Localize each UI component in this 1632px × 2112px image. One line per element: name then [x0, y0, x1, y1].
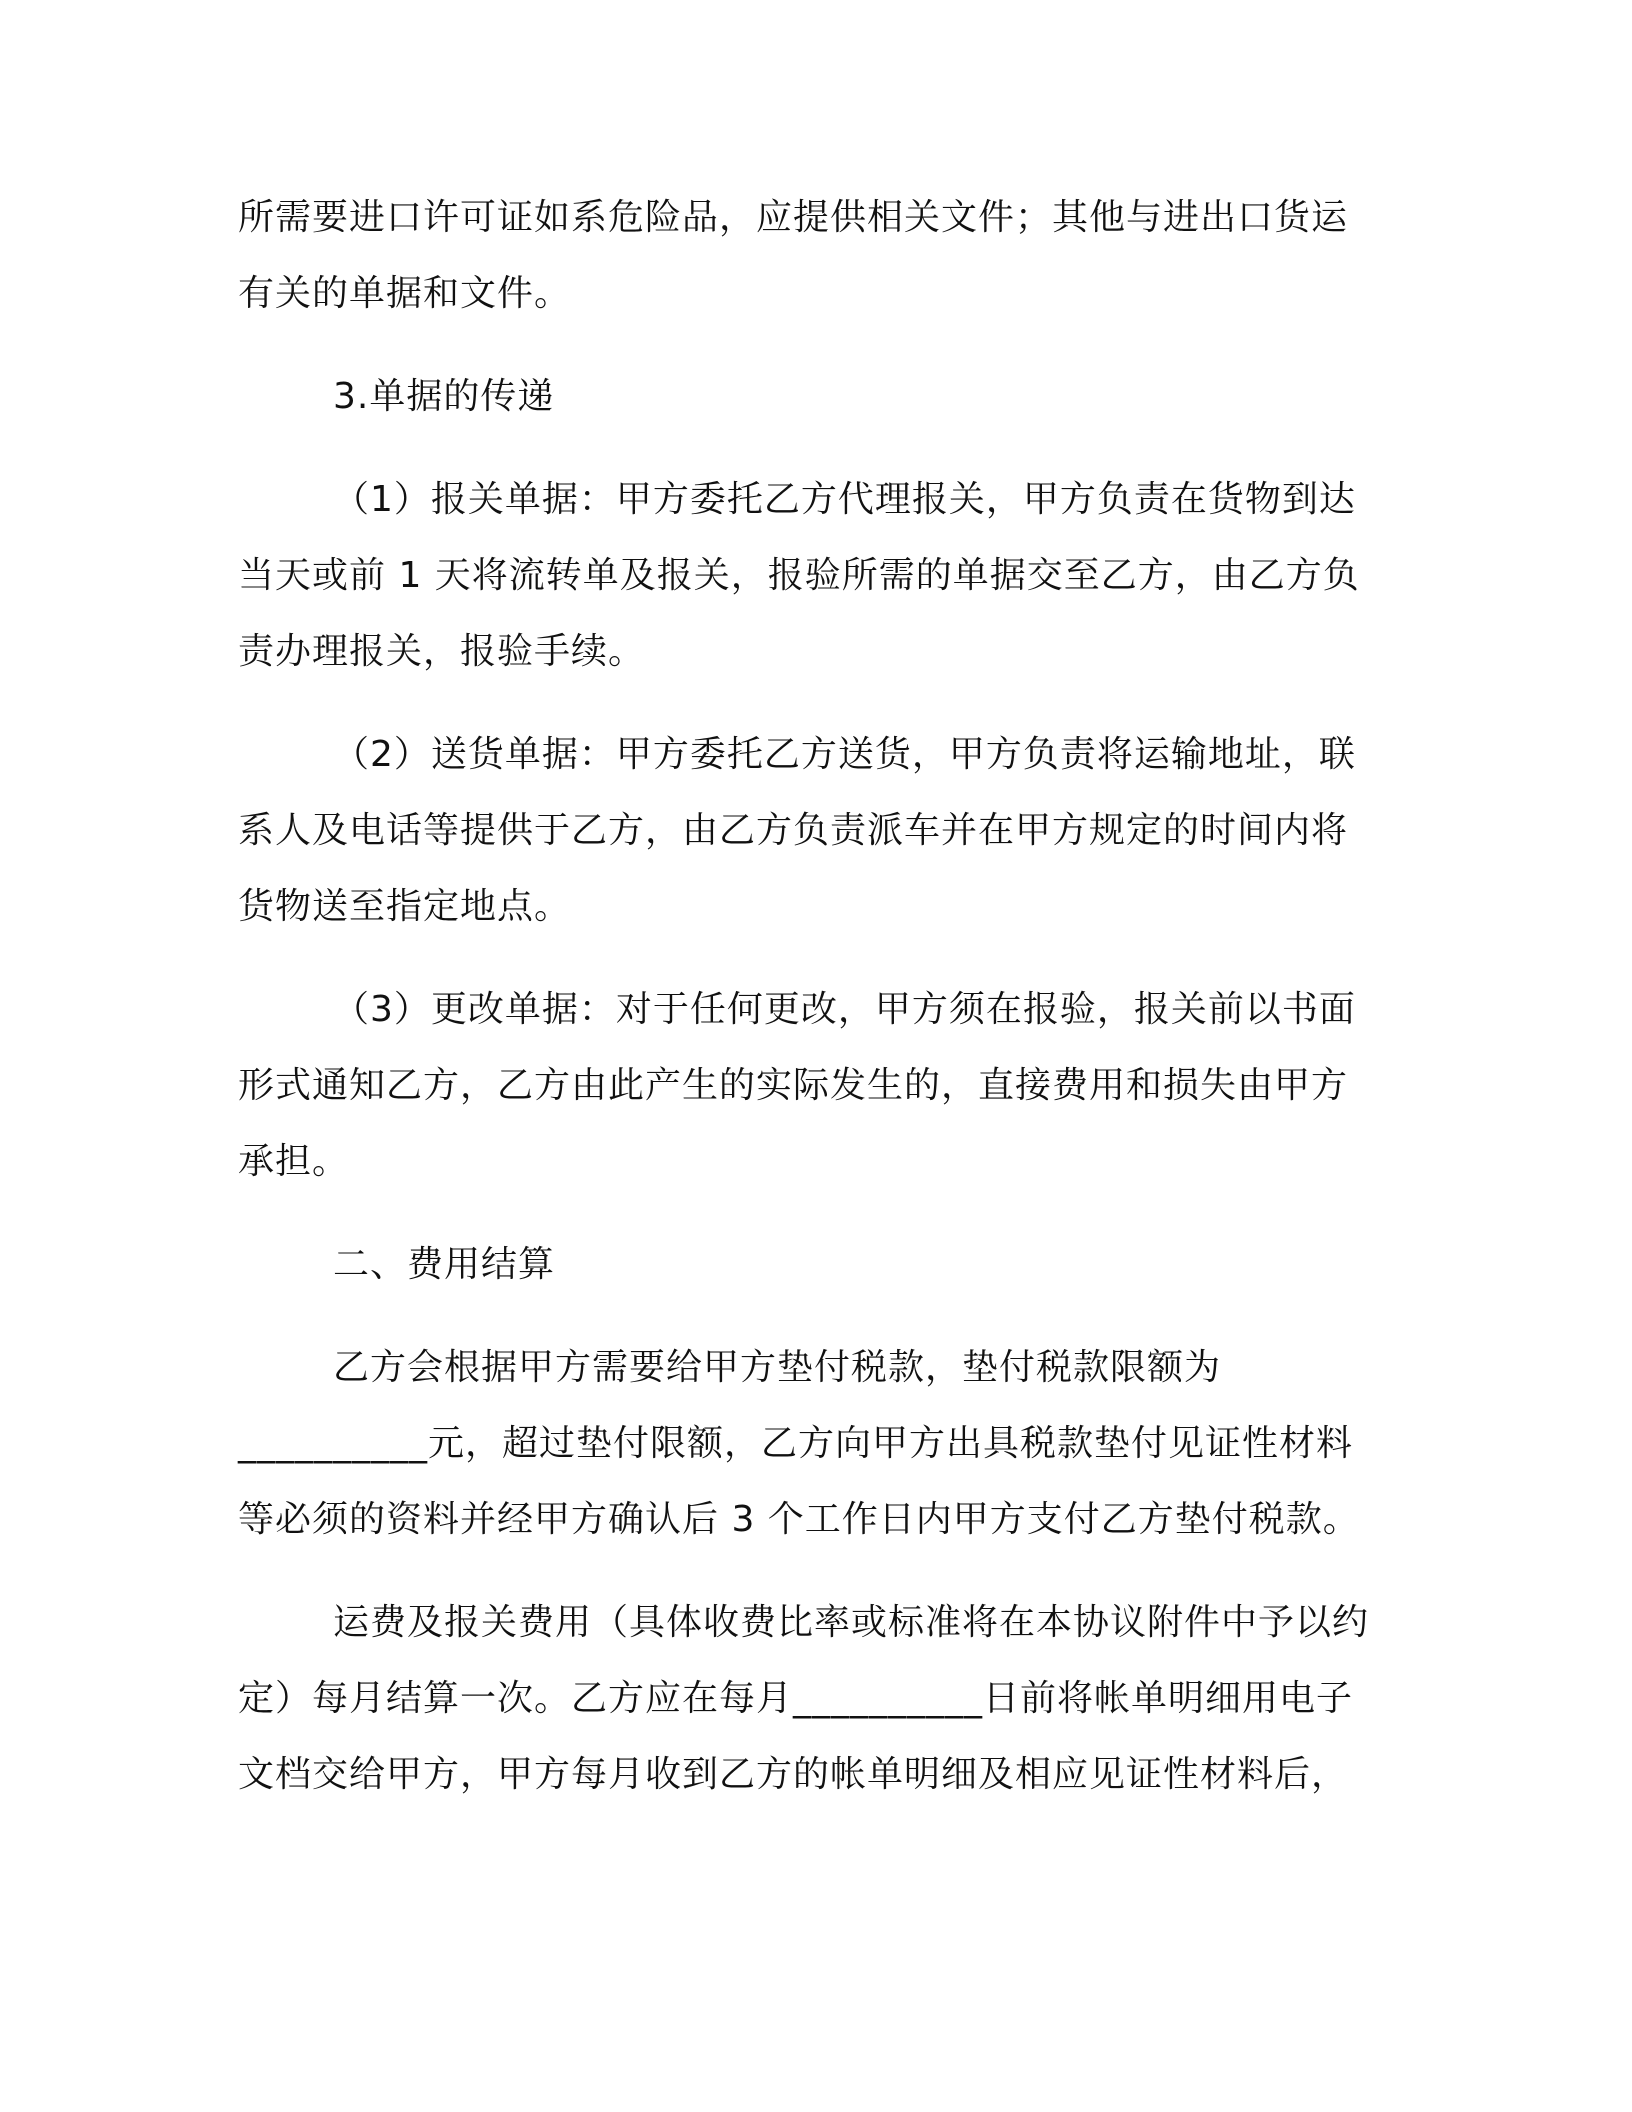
text-line: 责办理报关，报验手续。 — [238, 631, 646, 672]
text-line: 有关的单据和文件。 — [238, 273, 572, 314]
text-line: （2）送货单据：甲方委托乙方送货，甲方负责将运输地址，联 — [333, 734, 1356, 775]
text-line: 所需要进口许可证如系危险品，应提供相关文件；其他与进出口货运 — [238, 197, 1349, 238]
text-line: 系人及电话等提供于乙方，由乙方负责派车并在甲方规定的时间内将 — [238, 810, 1349, 851]
text-line: 运费及报关费用（具体收费比率或标准将在本协议附件中予以约 — [333, 1602, 1370, 1643]
text-line: 货物送至指定地点。 — [238, 886, 572, 927]
text-line: 乙方会根据甲方需要给甲方垫付税款，垫付税款限额为 — [333, 1347, 1222, 1388]
text-line: 当天或前 1 天将流转单及报关，报验所需的单据交至乙方，由乙方负 — [238, 555, 1360, 596]
text-line: （1）报关单据：甲方委托乙方代理报关，甲方负责在货物到达 — [333, 479, 1356, 520]
text-line: （3）更改单据：对于任何更改，甲方须在报验，报关前以书面 — [333, 989, 1356, 1030]
text-line: 等必须的资料并经甲方确认后 3 个工作日内甲方支付乙方垫付税款。 — [238, 1499, 1360, 1540]
text-line: 承担。 — [238, 1141, 350, 1182]
text-line: 形式通知乙方，乙方由此产生的实际发生的，直接费用和损失由甲方 — [238, 1065, 1349, 1106]
section-heading: 二、费用结算 — [333, 1244, 556, 1285]
section-heading: 3.单据的传递 — [333, 376, 555, 417]
text-line: __________元，超过垫付限额，乙方向甲方出具税款垫付见证性材料 — [238, 1423, 1354, 1464]
text-line: 文档交给甲方，甲方每月收到乙方的帐单明细及相应见证性材料后， — [238, 1754, 1349, 1795]
text-line: 定）每月结算一次。乙方应在每月__________日前将帐单明细用电子 — [238, 1678, 1354, 1719]
